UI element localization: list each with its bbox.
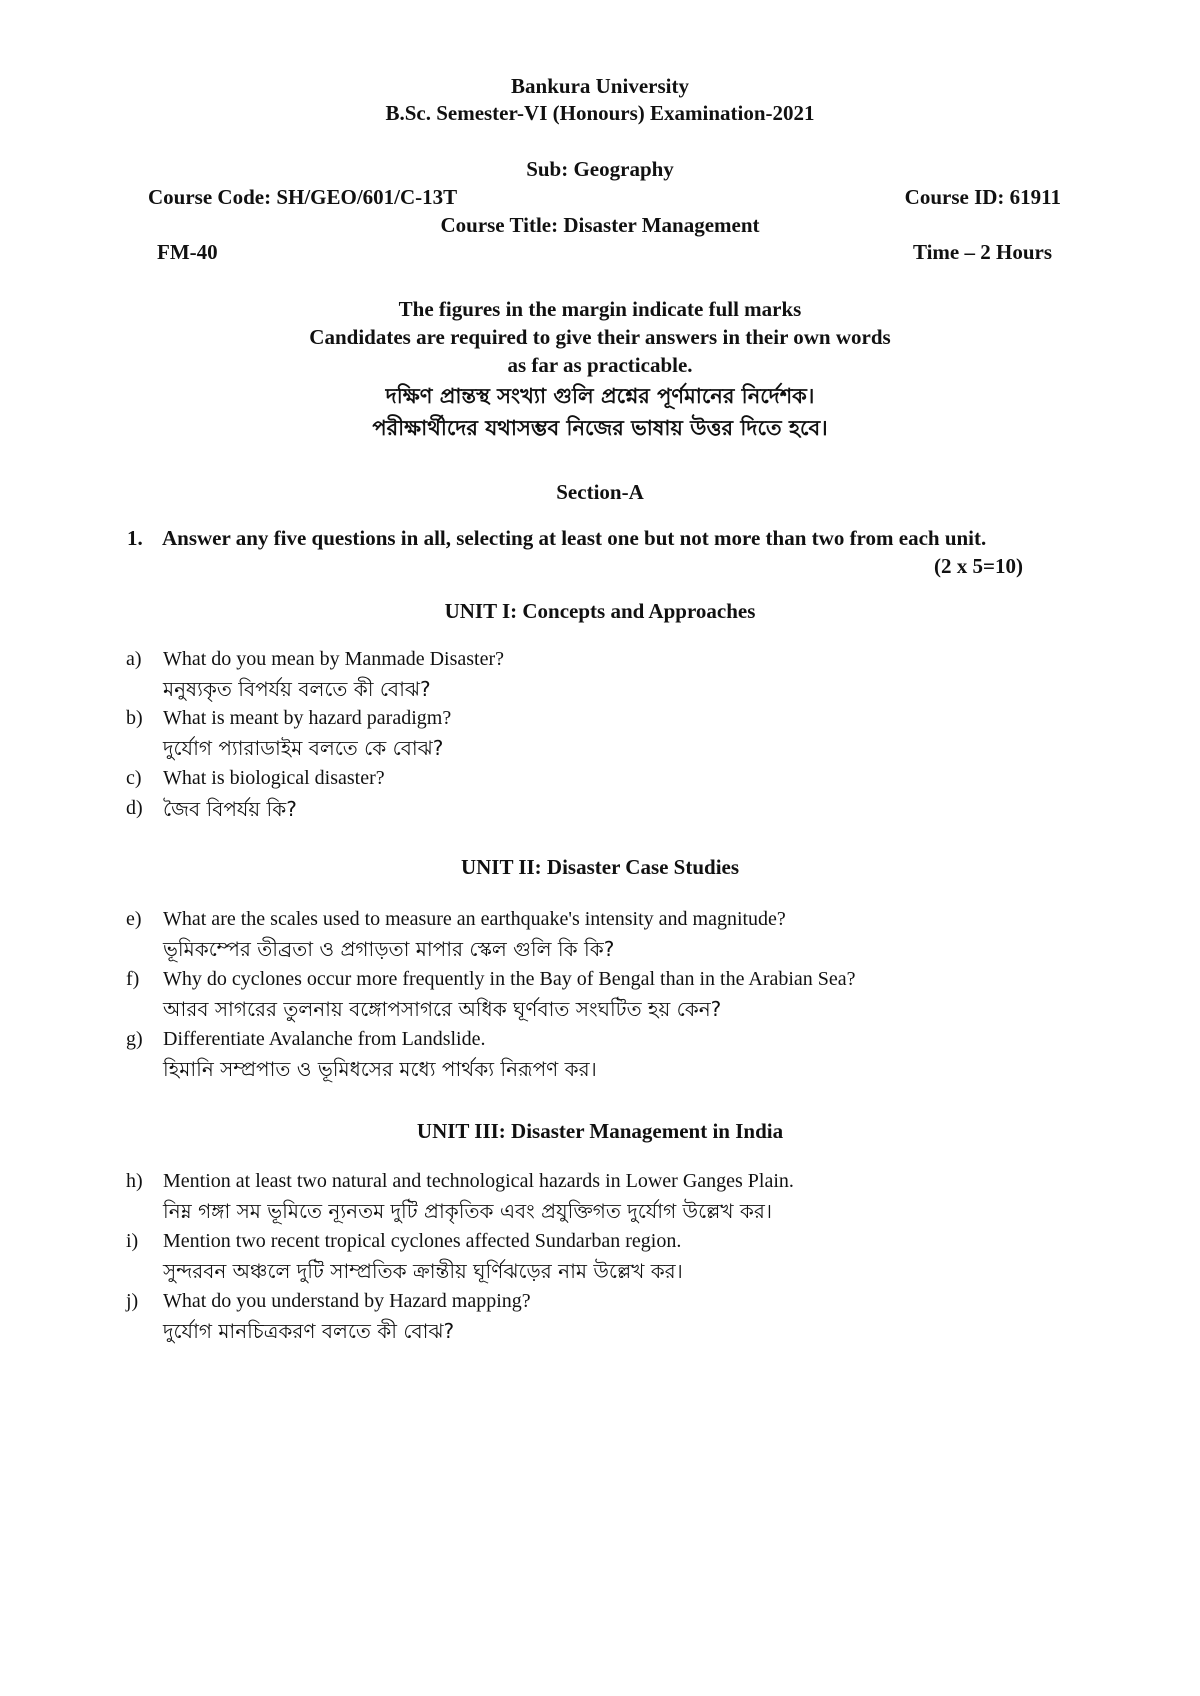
question-a-label: a) — [126, 648, 142, 670]
instruction-bengali-1: দক্ষিণ প্রান্তস্থ সংখ্যা গুলি প্রশ্নের পূর্ণমানের নির্দেশক। — [385, 384, 815, 408]
course-id: Course ID: 61911 — [904, 185, 1061, 209]
unit-2-title: UNIT II: Disaster Case Studies — [460, 855, 740, 879]
question-d-label: d) — [126, 797, 143, 819]
instruction-bengali-2: পরীক্ষার্থীদের যথাসম্ভব নিজের ভাষায় উত্তর দিতে হবে। — [372, 416, 828, 440]
question-d-bengali: জৈব বিপর্যয় কি? — [163, 797, 297, 821]
question-e-label: e) — [126, 908, 142, 930]
question-marks: (2 x 5=10) — [934, 554, 1023, 578]
full-marks: FM-40 — [157, 240, 218, 264]
question-c-label: c) — [126, 767, 142, 789]
question-number: 1. — [127, 526, 143, 550]
question-e-english: What are the scales used to measure an earthquake's intensity and magnitude? — [163, 908, 786, 930]
question-b-bengali: দুর্যোগ প্যারাডাইম বলতে কে বোঝ? — [163, 736, 444, 760]
question-f-label: f) — [126, 968, 140, 990]
course-code: Course Code: SH/GEO/601/C-13T — [148, 185, 458, 209]
question-j-bengali: দুর্যোগ মানচিত্রকরণ বলতে কী বোঝ? — [163, 1319, 455, 1343]
question-g-label: g) — [126, 1028, 143, 1050]
question-h-bengali: নিম্ন গঙ্গা সম ভূমিতে ন্যূনতম দুটি প্রাকৃতিক এবং প্রযুক্তিগত দুর্যোগ উল্লেখ কর। — [163, 1199, 773, 1223]
question-f-english: Why do cyclones occur more frequently in the Bay of Bengal than in the Arabian Sea? — [163, 968, 856, 990]
question-e-bengali: ভূমিকম্পের তীব্রতা ও প্রগাড়তা মাপার স্কেল গুলি কি কি? — [163, 937, 615, 961]
question-h-label: h) — [126, 1170, 143, 1192]
question-i-english: Mention two recent tropical cyclones affected Sundarban region. — [163, 1230, 682, 1252]
instruction-line-1: The figures in the margin indicate full marks — [398, 297, 802, 321]
exam-time: Time – 2 Hours — [912, 240, 1052, 264]
instruction-line-3: as far as practicable. — [507, 353, 693, 377]
question-g-english: Differentiate Avalanche from Landslide. — [163, 1028, 486, 1050]
question-a-bengali: মনুষ্যকৃত বিপর্যয় বলতে কী বোঝ? — [163, 677, 431, 701]
instruction-line-2: Candidates are required to give their answers in their own words — [309, 325, 891, 349]
unit-1-title: UNIT I: Concepts and Approaches — [444, 599, 756, 623]
question-c-english: What is biological disaster? — [163, 767, 385, 789]
question-b-label: b) — [126, 707, 143, 729]
exam-title: B.Sc. Semester-VI (Honours) Examination-2021 — [385, 101, 815, 125]
course-title: Course Title: Disaster Management — [440, 213, 760, 237]
unit-3-title: UNIT III: Disaster Management in India — [416, 1119, 784, 1143]
question-g-bengali: হিমানি সম্প্রপাত ও ভূমিধসের মধ্যে পার্থক্য নিরূপণ কর। — [163, 1057, 597, 1081]
question-f-bengali: আরব সাগরের তুলনায় বঙ্গোপসাগরে অধিক ঘূর্ণবাত সংঘটিত হয় কেন? — [163, 997, 722, 1021]
section-title: Section-A — [556, 480, 644, 504]
question-b-english: What is meant by hazard paradigm? — [163, 707, 452, 729]
question-i-label: i) — [126, 1230, 139, 1252]
question-instruction: Answer any five questions in all, selecting at least one but not more than two from each unit. — [162, 526, 987, 550]
question-i-bengali: সুন্দরবন অঞ্চলে দুটি সাম্প্রতিক ক্রান্তীয় ঘূর্ণিঝড়ের নাম উল্লেখ কর। — [163, 1259, 683, 1283]
question-a-english: What do you mean by Manmade Disaster? — [163, 648, 505, 670]
university-name: Bankura University — [511, 74, 689, 98]
question-j-english: What do you understand by Hazard mapping? — [163, 1290, 531, 1312]
subject-title: Sub: Geography — [526, 157, 674, 181]
question-h-english: Mention at least two natural and technological hazards in Lower Ganges Plain. — [163, 1170, 794, 1192]
question-j-label: j) — [126, 1290, 139, 1312]
